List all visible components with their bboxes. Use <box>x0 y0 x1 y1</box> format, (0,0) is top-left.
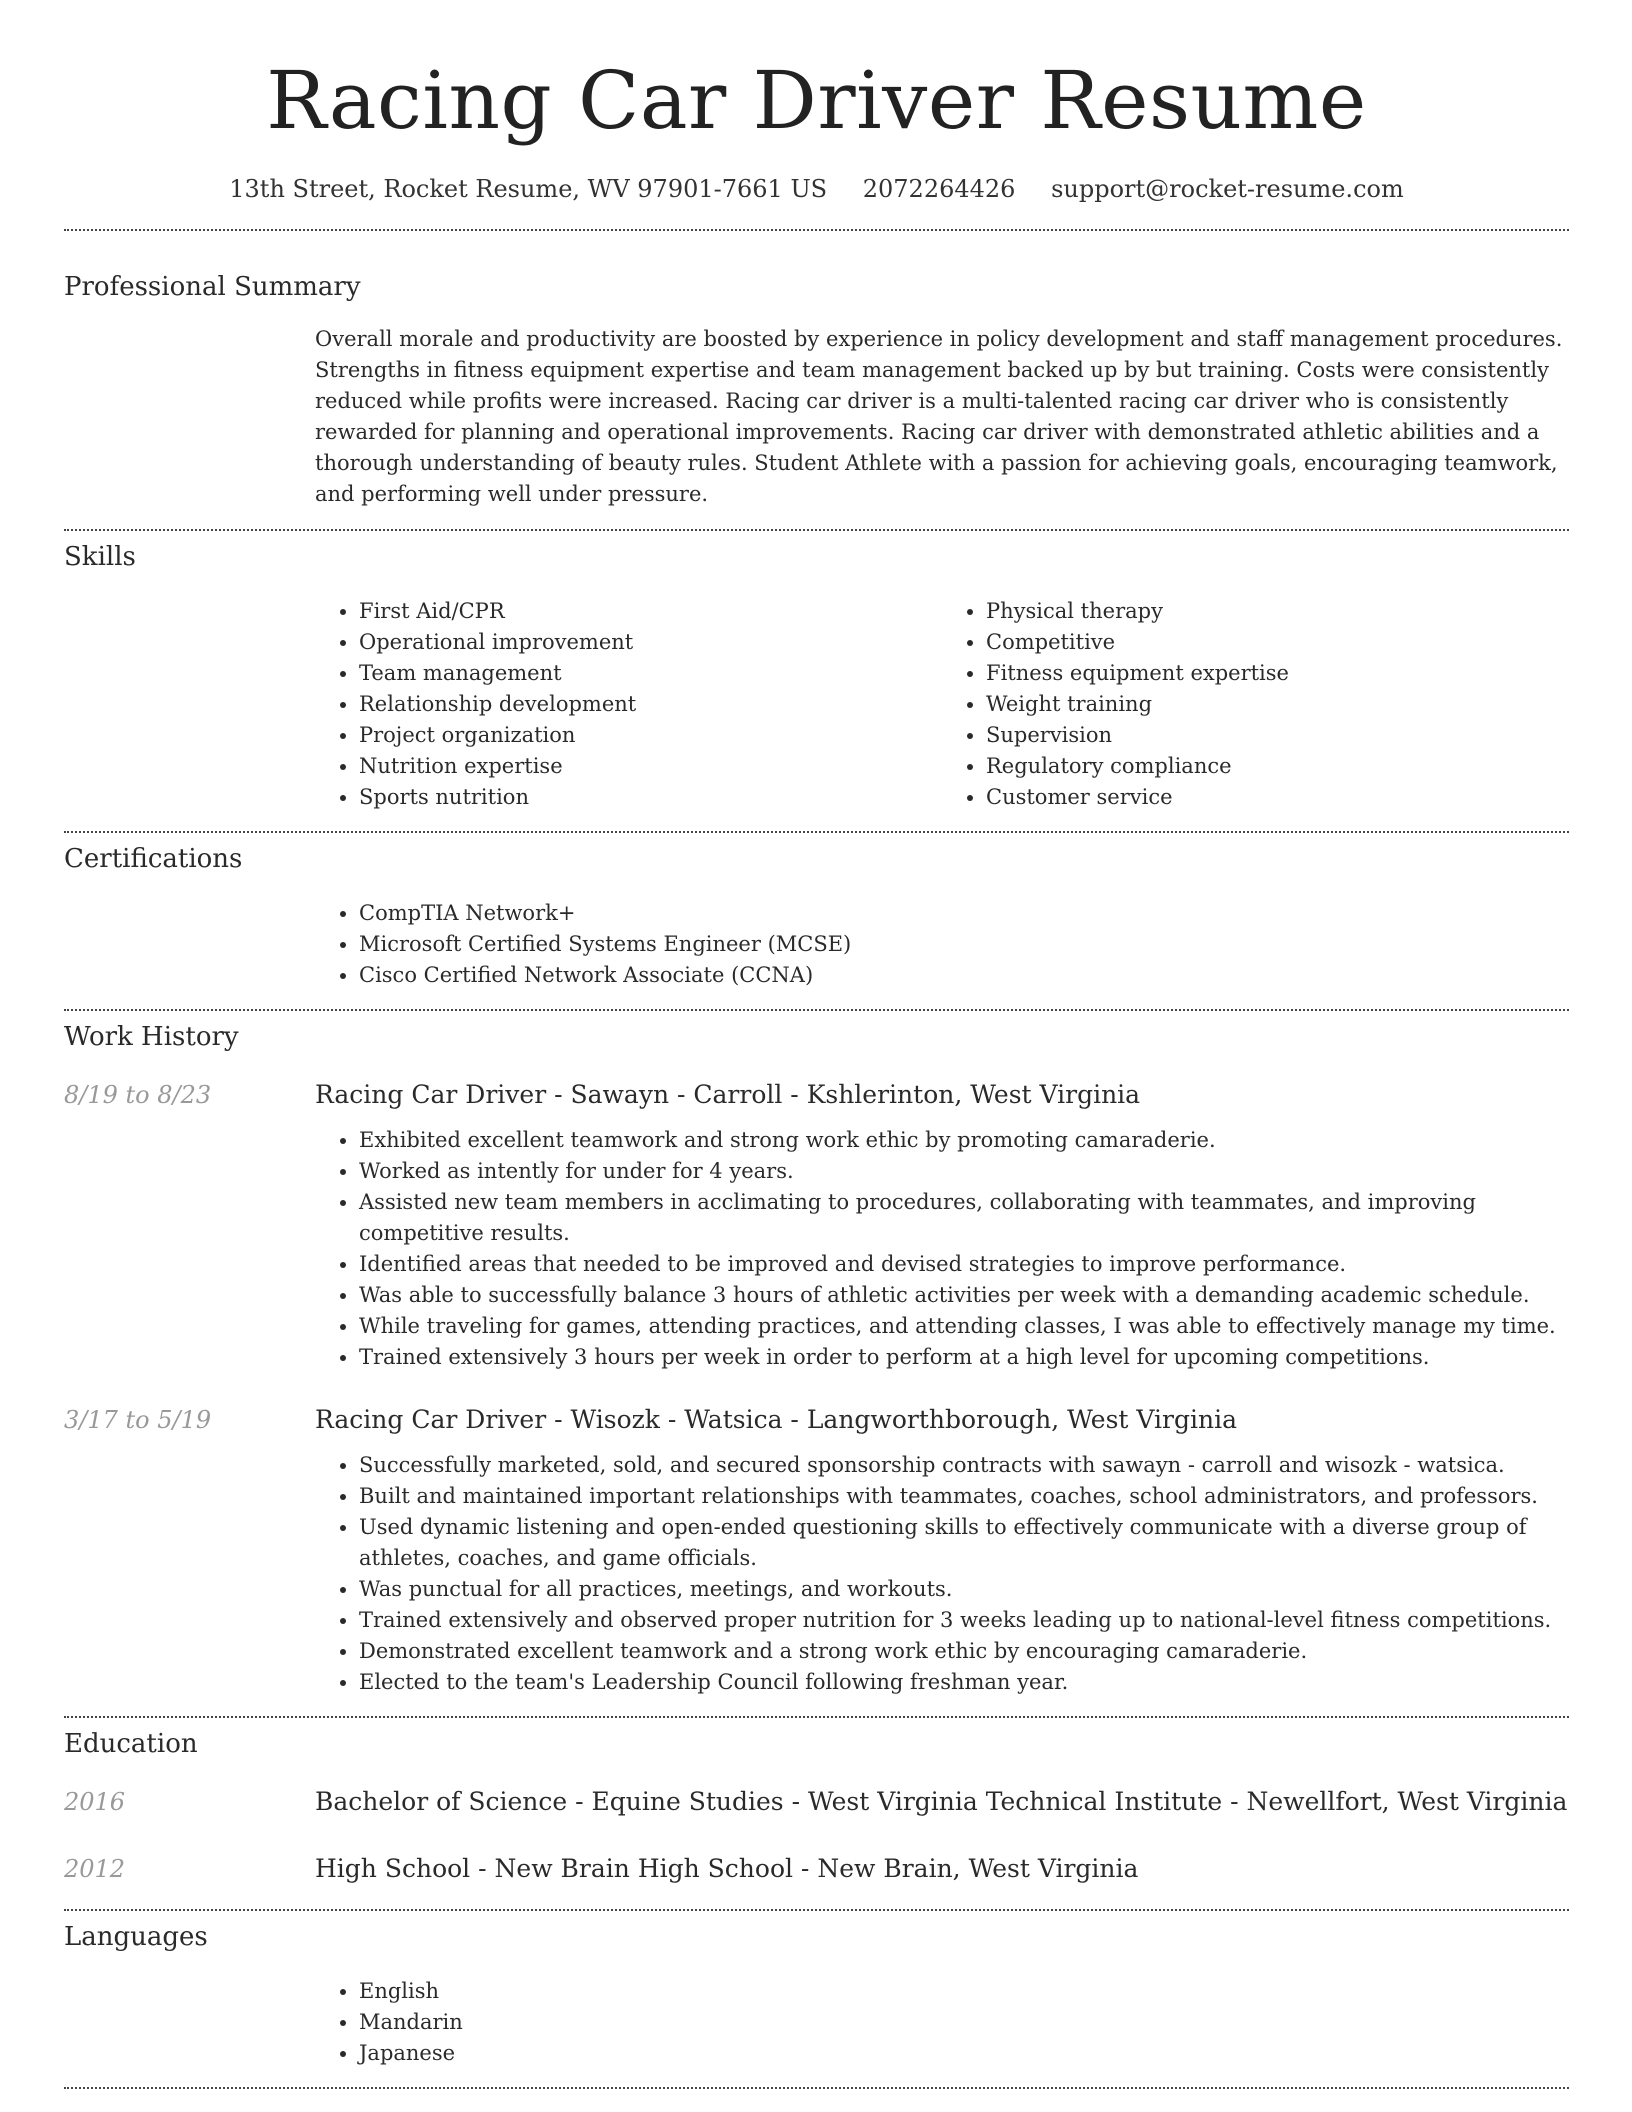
divider <box>64 1909 1569 1911</box>
job-bullet: • Built and maintained important relationships with teammates, coaches, school administrators, and professors. <box>359 1481 1569 1512</box>
job-bullets <box>315 1450 1569 1698</box>
skill-item: • Sports nutrition <box>359 782 942 813</box>
job-bullet: • Was punctual for all practices, meetings, and workouts. <box>359 1574 1569 1605</box>
phone: 2072264426 <box>862 175 1016 203</box>
language-item: • Japanese <box>359 2038 1569 2069</box>
divider <box>64 831 1569 833</box>
contact-line <box>64 173 1569 205</box>
languages-section <box>64 1921 1569 2069</box>
divider <box>64 529 1569 531</box>
job-bullet: • Trained extensively and observed proper nutrition for 3 weeks leading up to national-level fitness competitions. <box>359 1605 1569 1636</box>
certification-item: • Microsoft Certified Systems Engineer (MCSE) <box>359 929 1569 960</box>
skill-item: • Physical therapy <box>986 596 1569 627</box>
job-entry <box>64 1404 1569 1698</box>
skill-item: • Nutrition expertise <box>359 751 942 782</box>
education-year: 2016 <box>64 1788 126 1816</box>
skill-item: • Competitive <box>986 627 1569 658</box>
summary-section <box>64 271 1569 510</box>
certification-item: • CompTIA Network+ <box>359 898 1569 929</box>
resume-title: Racing Car Driver Resume <box>266 54 1367 147</box>
divider <box>64 229 1569 231</box>
languages-list <box>315 1976 1569 2069</box>
education-details: - New Brain High School - New Brain, West Virginia <box>470 1854 1139 1883</box>
skill-item: • Team management <box>359 658 942 689</box>
skill-item: • Operational improvement <box>359 627 942 658</box>
language-item: • Mandarin <box>359 2007 1569 2038</box>
education-year: 2012 <box>64 1855 126 1883</box>
section-title-certifications: Certifications <box>64 844 243 874</box>
job-dates: 3/17 to 5/19 <box>64 1406 212 1434</box>
section-title-education: Education <box>64 1729 198 1759</box>
job-bullets <box>315 1125 1569 1373</box>
job-entry <box>64 1079 1569 1373</box>
divider <box>64 1009 1569 1011</box>
job-bullet: • Elected to the team's Leadership Council following freshman year. <box>359 1667 1569 1698</box>
education-degree: High School <box>315 1854 471 1883</box>
resume-page <box>64 0 1569 2089</box>
address: 13th Street, Rocket Resume, WV 97901-7661 US <box>229 175 828 203</box>
section-title-work-history: Work History <box>64 1022 239 1052</box>
job-bullet: • While traveling for games, attending practices, and attending classes, I was able to effectively manage my time. <box>359 1311 1569 1342</box>
job-dates: 8/19 to 8/23 <box>64 1081 212 1109</box>
education-entry <box>64 1786 1569 1818</box>
email: support@rocket-resume.com <box>1051 175 1404 203</box>
job-title: Racing Car Driver - Sawayn - Carroll - Kshlerinton, West Virginia <box>315 1080 1141 1109</box>
education-entry <box>64 1853 1569 1885</box>
skill-item: • Regulatory compliance <box>986 751 1569 782</box>
education-section <box>64 1728 1569 1885</box>
skill-item: • Supervision <box>986 720 1569 751</box>
section-title-languages: Languages <box>64 1922 208 1952</box>
skill-item: • Weight training <box>986 689 1569 720</box>
job-bullet: • Was able to successfully balance 3 hours of athletic activities per week with a demanding academic schedule. <box>359 1280 1569 1311</box>
summary-text: Overall morale and productivity are boosted by experience in policy development and staff management procedures. Strengths in fitness equipment expertise and team management backed up by but training. Costs were consistently reduced while profits were increased. Racing car driver is a multi-talented racing car driver who is consistently rewarded for planning and operational improvements. Racing car driver with demonstrated athletic abilities and a thorough understanding of beauty rules. Student Athlete with a passion for achieving goals, encouraging teamwork, and performing well under pressure. <box>315 327 1563 506</box>
skills-section <box>64 541 1569 813</box>
certification-item: • Cisco Certified Network Associate (CCNA) <box>359 960 1569 991</box>
job-bullet: • Used dynamic listening and open-ended questioning skills to effectively communicate with a diverse group of athletes, coaches, and game officials. <box>359 1512 1569 1574</box>
job-bullet: • Demonstrated excellent teamwork and a strong work ethic by encouraging camaraderie. <box>359 1636 1569 1667</box>
section-title-summary: Professional Summary <box>64 272 361 302</box>
education-degree: Bachelor of Science <box>315 1787 568 1816</box>
skills-columns <box>315 596 1569 813</box>
skill-item: • Fitness equipment expertise <box>986 658 1569 689</box>
certifications-section <box>64 843 1569 991</box>
education-details: - Equine Studies - West Virginia Technical Institute - Newellfort, West Virginia <box>567 1787 1568 1816</box>
job-bullet: • Identified areas that needed to be improved and devised strategies to improve performance. <box>359 1249 1569 1280</box>
skill-item: • Customer service <box>986 782 1569 813</box>
job-bullet: • Exhibited excellent teamwork and strong work ethic by promoting camaraderie. <box>359 1125 1569 1156</box>
divider <box>64 2087 1569 2089</box>
skills-list-right <box>942 596 1569 813</box>
job-bullet: • Trained extensively 3 hours per week in order to perform at a high level for upcoming competitions. <box>359 1342 1569 1373</box>
language-item: • English <box>359 1976 1569 2007</box>
job-bullet: • Worked as intently for under for 4 years. <box>359 1156 1569 1187</box>
certifications-list <box>315 898 1569 991</box>
job-bullet: • Assisted new team members in acclimating to procedures, collaborating with teammates, and improving competitive results. <box>359 1187 1569 1249</box>
skill-item: • Relationship development <box>359 689 942 720</box>
section-title-skills: Skills <box>64 542 136 572</box>
job-bullet: • Successfully marketed, sold, and secured sponsorship contracts with sawayn - carroll and wisozk - watsica. <box>359 1450 1569 1481</box>
skills-list-left <box>315 596 942 813</box>
job-title: Racing Car Driver - Wisozk - Watsica - Langworthborough, West Virginia <box>315 1405 1237 1434</box>
work-history-section <box>64 1021 1569 1698</box>
skill-item: • Project organization <box>359 720 942 751</box>
divider <box>64 1716 1569 1718</box>
skill-item: • First Aid/CPR <box>359 596 942 627</box>
